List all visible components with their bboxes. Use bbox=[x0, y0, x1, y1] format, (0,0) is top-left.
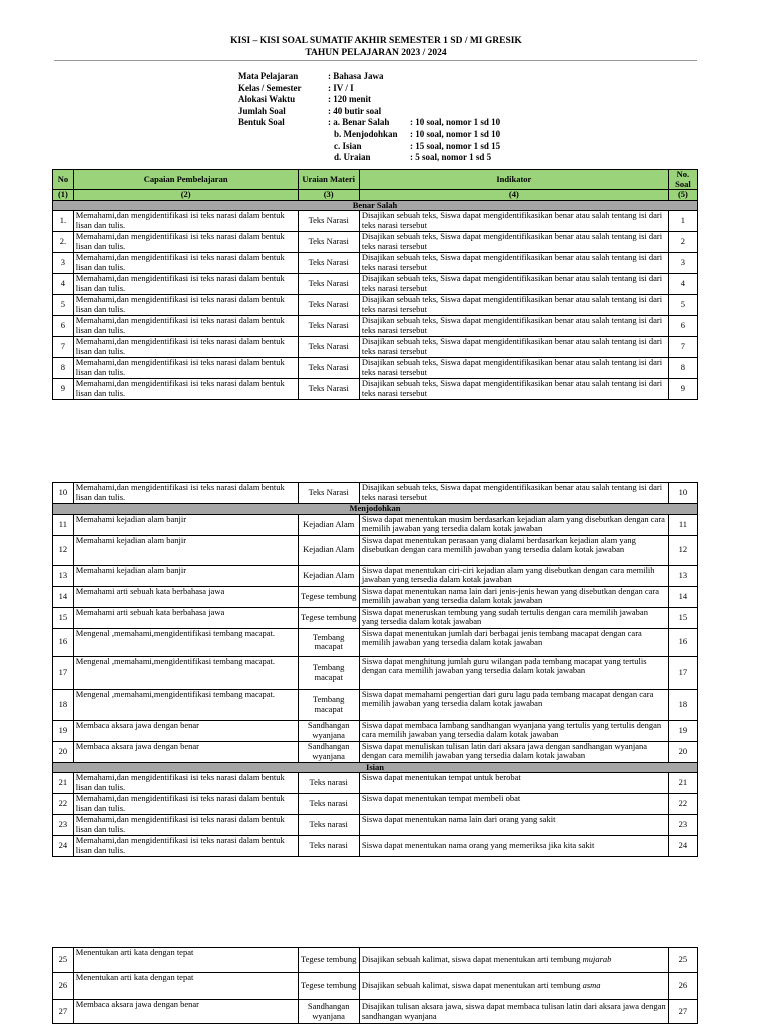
indikator-cell: Disajikan sebuah teks, Siswa dapat mengidentifikasikan benar atau salah tentang isi dari teks narasi tersebut bbox=[359, 295, 668, 316]
meta-value: c. Isian bbox=[334, 140, 362, 151]
table-row bbox=[53, 689, 698, 720]
indikator-cell: Siswa dapat menentukan nama lain dari jenis-jenis hewan yang disebutkan dengan cara memilih jawaban yang tersedia dalam kotak jawaban bbox=[359, 586, 668, 607]
row-number: 18 bbox=[53, 689, 74, 720]
indikator-emphasis: mujarab bbox=[582, 954, 612, 965]
no-soal-cell: 2 bbox=[668, 232, 697, 253]
meta-value: : Bahasa Jawa bbox=[328, 71, 384, 81]
row-number: 9 bbox=[53, 379, 74, 400]
indikator-text: Disajikan sebuah kalimat, siswa dapat menentukan arti tembung bbox=[361, 954, 583, 965]
row-number: 20 bbox=[53, 741, 74, 762]
uraian-cell: Tegese tembung bbox=[298, 586, 359, 607]
indikator-cell: Siswa dapat menentukan jumlah dari berbagai jenis tembang macapat dengan cara memilih jawaban yang tersedia dalam kotak jawaban bbox=[359, 628, 668, 656]
indikator-cell: Siswa dapat menghitung jumlah guru wilangan pada tembang macapat yang tertulis dengan cara memilih jawaban yang tersedia dalam kotak jawaban bbox=[359, 656, 668, 689]
capaian-cell: Memahami kejadian alam banjir bbox=[73, 565, 298, 586]
capaian-cell: Memahami,dan mengidentifikasi isi teks narasi dalam bentuk lisan dan tulis. bbox=[73, 773, 298, 794]
indikator-cell: Disajikan sebuah teks, Siswa dapat mengidentifikasikan benar atau salah tentang isi dari teks narasi tersebut bbox=[359, 211, 668, 232]
table-row bbox=[53, 656, 698, 689]
kisi-table-page1 bbox=[52, 169, 698, 400]
indikator-cell: Siswa dapat menentukan nama orang yang memeriksa jika kita sakit bbox=[359, 836, 668, 857]
capaian-cell: Membaca aksara jawa dengan benar bbox=[73, 1000, 298, 1024]
uraian-cell: Tembang macapat bbox=[298, 689, 359, 720]
table-row bbox=[53, 628, 698, 656]
indikator-cell: Siswa dapat meneruskan tembung yang sudah tertulis dengan cara memilih jawaban yang tersedia dalam kotak jawaban bbox=[359, 607, 668, 628]
capaian-cell: Memahami,dan mengidentifikasi isi teks narasi dalam bentuk lisan dan tulis. bbox=[73, 836, 298, 857]
column-number: (1) bbox=[53, 190, 74, 201]
row-number: 22 bbox=[53, 794, 74, 815]
uraian-cell: Teks Narasi bbox=[298, 337, 359, 358]
indikator-cell: Siswa dapat menuliskan tulisan latin dari aksara jawa dengan sandhangan wyanjana dengan cara memilih jawaban yang tersedia dalam kotak jawaban bbox=[359, 741, 668, 762]
indikator-cell: Disajikan sebuah teks, Siswa dapat mengidentifikasikan benar atau salah tentang isi dari teks narasi tersebut bbox=[359, 379, 668, 400]
indikator-cell: Disajikan sebuah teks, Siswa dapat mengidentifikasikan benar atau salah tentang isi dari teks narasi tersebut bbox=[359, 337, 668, 358]
row-number: 16 bbox=[53, 628, 74, 656]
no-soal-cell: 6 bbox=[668, 316, 697, 337]
indikator-cell: Siswa dapat menentukan nama lain dari orang yang sakit bbox=[359, 815, 668, 836]
no-soal-cell: 17 bbox=[668, 656, 697, 689]
row-number: 26 bbox=[53, 973, 74, 1000]
row-number: 24 bbox=[53, 836, 74, 857]
no-soal-cell: 27 bbox=[668, 1000, 697, 1024]
column-number: (2) bbox=[73, 190, 298, 201]
no-soal-cell: 13 bbox=[668, 565, 697, 586]
uraian-cell: Sandhangan wyanjana bbox=[298, 720, 359, 741]
meta-value: : a. Benar Salah bbox=[328, 117, 390, 128]
meta-label: Alokasi Waktu bbox=[238, 94, 296, 105]
section-title: Benar Salah bbox=[53, 200, 698, 211]
row-number: 8 bbox=[53, 358, 74, 379]
no-soal-cell: 11 bbox=[668, 514, 697, 535]
indikator-cell: Siswa dapat memahami pengertian dari guru lagu pada tembang macapat dengan cara memilih jawaban yang tersedia dalam kotak jawaban bbox=[359, 689, 668, 720]
uraian-cell: Tegese tembung bbox=[298, 973, 359, 1000]
table-row bbox=[53, 316, 698, 337]
column-number: (4) bbox=[359, 190, 668, 201]
section-row bbox=[53, 762, 698, 773]
header-capaian: Capaian Pembelajaran bbox=[73, 170, 298, 190]
no-soal-cell: 15 bbox=[668, 607, 697, 628]
column-number: (3) bbox=[298, 190, 359, 201]
uraian-cell: Teks Narasi bbox=[298, 232, 359, 253]
document-title: KISI – KISI SOAL SUMATIF AKHIR SEMESTER 1 SD / MI GRESIK bbox=[230, 36, 522, 46]
capaian-cell: Memahami arti sebuah kata berbahasa jawa bbox=[73, 586, 298, 607]
uraian-cell: Sandhangan wyanjana bbox=[298, 1000, 359, 1024]
header-no: No bbox=[53, 170, 74, 190]
row-number: 17 bbox=[53, 656, 74, 689]
uraian-cell: Tegese tembung bbox=[298, 607, 359, 628]
meta-label: Bentuk Soal bbox=[238, 117, 285, 128]
kisi-table-page3 bbox=[52, 947, 698, 1024]
uraian-cell: Teks Narasi bbox=[298, 211, 359, 232]
table-row bbox=[53, 815, 698, 836]
no-soal-cell: 5 bbox=[668, 295, 697, 316]
section-title: Isian bbox=[53, 762, 698, 773]
meta-value: : 120 menit bbox=[328, 94, 371, 105]
meta-detail: : 15 soal, nomor 1 sd 15 bbox=[410, 140, 501, 151]
uraian-cell: Teks Narasi bbox=[298, 379, 359, 400]
no-soal-cell: 23 bbox=[668, 815, 697, 836]
row-number: 4 bbox=[53, 274, 74, 295]
table-row bbox=[53, 794, 698, 815]
capaian-cell: Memahami kejadian alam banjir bbox=[73, 535, 298, 565]
indikator-emphasis: asma bbox=[582, 980, 601, 991]
table-row bbox=[53, 565, 698, 586]
no-soal-cell: 20 bbox=[668, 741, 697, 762]
capaian-cell: Mengenal ,memahami,mengidentifikasi tembang macapat. bbox=[73, 628, 298, 656]
table-row bbox=[53, 514, 698, 535]
table-row bbox=[53, 836, 698, 857]
capaian-cell: Memahami,dan mengidentifikasi isi teks narasi dalam bentuk lisan dan tulis. bbox=[73, 211, 298, 232]
indikator-cell: Siswa dapat menentukan perasaan yang dialami berdasarkan kejadian alam yang disebutkan dengan cara memilih jawaban yang tersedia dalam kotak jawaban bbox=[359, 535, 668, 565]
indikator-cell: Disajikan sebuah teks, Siswa dapat mengidentifikasikan benar atau salah tentang isi dari teks narasi tersebut bbox=[359, 358, 668, 379]
capaian-cell: Memahami,dan mengidentifikasi isi teks narasi dalam bentuk lisan dan tulis. bbox=[73, 815, 298, 836]
no-soal-cell: 8 bbox=[668, 358, 697, 379]
capaian-cell: Memahami,dan mengidentifikasi isi teks narasi dalam bentuk lisan dan tulis. bbox=[73, 794, 298, 815]
row-number: 21 bbox=[53, 773, 74, 794]
capaian-cell: Memahami,dan mengidentifikasi isi teks narasi dalam bentuk lisan dan tulis. bbox=[73, 253, 298, 274]
indikator-cell: Disajikan sebuah teks, Siswa dapat mengidentifikasikan benar atau salah tentang isi dari teks narasi tersebut bbox=[359, 483, 668, 504]
table-row bbox=[53, 1000, 698, 1024]
meta-label: Jumlah Soal bbox=[238, 105, 286, 116]
indikator-cell: Disajikan sebuah teks, Siswa dapat mengidentifikasikan benar atau salah tentang isi dari teks narasi tersebut bbox=[359, 274, 668, 295]
row-number: 19 bbox=[53, 720, 74, 741]
capaian-cell: Memahami kejadian alam banjir bbox=[73, 514, 298, 535]
uraian-cell: Tembang macapat bbox=[298, 628, 359, 656]
table-row bbox=[53, 337, 698, 358]
section-title: Menjodohkan bbox=[53, 504, 698, 515]
uraian-cell: Teks narasi bbox=[298, 815, 359, 836]
table-row bbox=[53, 274, 698, 295]
uraian-cell: Kejadian Alam bbox=[298, 535, 359, 565]
row-number: 25 bbox=[53, 948, 74, 973]
document-subtitle: TAHUN PELAJARAN 2023 / 2024 bbox=[305, 48, 447, 58]
capaian-cell: Memahami,dan mengidentifikasi isi teks narasi dalam bentuk lisan dan tulis. bbox=[73, 295, 298, 316]
table-row bbox=[53, 232, 698, 253]
capaian-cell: Mengenal ,memahami,mengidentifikasi tembang macapat. bbox=[73, 689, 298, 720]
meta-detail: : 5 soal, nomor 1 sd 5 bbox=[410, 152, 492, 163]
row-number: 14 bbox=[53, 586, 74, 607]
no-soal-cell: 18 bbox=[668, 689, 697, 720]
table-row bbox=[53, 483, 698, 504]
capaian-cell: Membaca aksara jawa dengan benar bbox=[73, 720, 298, 741]
meta-label: Kelas / Semester bbox=[238, 82, 302, 93]
row-number: 1. bbox=[53, 211, 74, 232]
table-row bbox=[53, 379, 698, 400]
no-soal-cell: 25 bbox=[668, 948, 697, 973]
uraian-cell: Teks Narasi bbox=[298, 274, 359, 295]
uraian-cell: Teks Narasi bbox=[298, 253, 359, 274]
capaian-cell: Menentukan arti kata dengan tepat bbox=[73, 948, 298, 973]
capaian-cell: Memahami,dan mengidentifikasi isi teks narasi dalam bentuk lisan dan tulis. bbox=[73, 379, 298, 400]
no-soal-cell: 1 bbox=[668, 211, 697, 232]
title-divider bbox=[54, 60, 697, 61]
uraian-cell: Kejadian Alam bbox=[298, 565, 359, 586]
meta-value: d. Uraian bbox=[334, 152, 371, 163]
table-row bbox=[53, 295, 698, 316]
capaian-cell: Memahami,dan mengidentifikasi isi teks narasi dalam bentuk lisan dan tulis. bbox=[73, 274, 298, 295]
capaian-cell: Membaca aksara jawa dengan benar bbox=[73, 741, 298, 762]
capaian-cell: Memahami,dan mengidentifikasi isi teks narasi dalam bentuk lisan dan tulis. bbox=[73, 483, 298, 504]
table-row bbox=[53, 535, 698, 565]
indikator-cell: Disajikan sebuah teks, Siswa dapat mengidentifikasikan benar atau salah tentang isi dari teks narasi tersebut bbox=[359, 253, 668, 274]
indikator-cell: Disajikan tulisan aksara jawa, siswa dapat membaca tulisan latin dari aksara jawa dengan sandhangan wyanjana bbox=[359, 1000, 668, 1024]
header-uraian: Uraian Materi bbox=[298, 170, 359, 190]
column-number: (5) bbox=[668, 190, 697, 201]
section-row bbox=[53, 504, 698, 515]
header-indikator: Indikator bbox=[359, 170, 668, 190]
capaian-cell: Memahami,dan mengidentifikasi isi teks narasi dalam bentuk lisan dan tulis. bbox=[73, 316, 298, 337]
row-number: 2. bbox=[53, 232, 74, 253]
no-soal-cell: 4 bbox=[668, 274, 697, 295]
uraian-cell: Kejadian Alam bbox=[298, 514, 359, 535]
row-number: 3 bbox=[53, 253, 74, 274]
row-number: 5 bbox=[53, 295, 74, 316]
capaian-cell: Menentukan arti kata dengan tepat bbox=[73, 973, 298, 1000]
meta-value: : 40 butir soal bbox=[328, 105, 382, 116]
indikator-cell: Siswa dapat menentukan musim berdasarkan kejadian alam yang disebutkan dengan cara memilih jawaban yang tersedia dalam kotak jawaban bbox=[359, 514, 668, 535]
uraian-cell: Teks Narasi bbox=[298, 316, 359, 337]
meta-value: : IV / I bbox=[328, 82, 354, 93]
no-soal-cell: 22 bbox=[668, 794, 697, 815]
uraian-cell: Tegese tembung bbox=[298, 948, 359, 973]
indikator-cell: Siswa dapat membaca lambang sandhangan wyanjana yang tertulis yang tertulis dengan cara memilih jawaban yang tersedia dalam kotak jawaban bbox=[359, 720, 668, 741]
row-number: 6 bbox=[53, 316, 74, 337]
row-number: 10 bbox=[53, 483, 74, 504]
no-soal-cell: 16 bbox=[668, 628, 697, 656]
meta-label: Mata Pelajaran bbox=[238, 71, 299, 81]
no-soal-cell: 26 bbox=[668, 973, 697, 1000]
uraian-cell: Teks Narasi bbox=[298, 358, 359, 379]
meta-detail: : 10 soal, nomor 1 sd 10 bbox=[410, 128, 501, 139]
table-row bbox=[53, 607, 698, 628]
table-header-row bbox=[53, 170, 698, 190]
table-row bbox=[53, 211, 698, 232]
table-row bbox=[53, 720, 698, 741]
table-row bbox=[53, 253, 698, 274]
uraian-cell: Teks Narasi bbox=[298, 295, 359, 316]
meta-value: b. Menjodohkan bbox=[334, 128, 398, 139]
table-row bbox=[53, 948, 698, 973]
no-soal-cell: 24 bbox=[668, 836, 697, 857]
no-soal-cell: 9 bbox=[668, 379, 697, 400]
meta-detail: : 10 soal, nomor 1 sd 10 bbox=[410, 117, 501, 128]
no-soal-cell: 7 bbox=[668, 337, 697, 358]
uraian-cell: Teks narasi bbox=[298, 773, 359, 794]
no-soal-cell: 10 bbox=[668, 483, 697, 504]
no-soal-cell: 12 bbox=[668, 535, 697, 565]
indikator-cell: Disajikan sebuah teks, Siswa dapat mengidentifikasikan benar atau salah tentang isi dari teks narasi tersebut bbox=[359, 316, 668, 337]
table-row bbox=[53, 773, 698, 794]
row-number: 7 bbox=[53, 337, 74, 358]
column-number-row bbox=[53, 190, 698, 201]
capaian-cell: Memahami,dan mengidentifikasi isi teks narasi dalam bentuk lisan dan tulis. bbox=[73, 358, 298, 379]
indikator-cell: Siswa dapat menentukan tempat membeli obat bbox=[359, 794, 668, 815]
no-soal-cell: 14 bbox=[668, 586, 697, 607]
no-soal-cell: 21 bbox=[668, 773, 697, 794]
uraian-cell: Teks narasi bbox=[298, 794, 359, 815]
table-row bbox=[53, 358, 698, 379]
row-number: 27 bbox=[53, 1000, 74, 1024]
indikator-cell: Siswa dapat menentukan ciri-ciri kejadian alam yang disebutkan dengan cara memilih jawaban yang tersedia dalam kotak jawaban bbox=[359, 565, 668, 586]
capaian-cell: Memahami,dan mengidentifikasi isi teks narasi dalam bentuk lisan dan tulis. bbox=[73, 232, 298, 253]
row-number: 15 bbox=[53, 607, 74, 628]
indikator-cell bbox=[359, 948, 668, 973]
no-soal-cell: 3 bbox=[668, 253, 697, 274]
no-soal-cell: 19 bbox=[668, 720, 697, 741]
kisi-table-page2 bbox=[52, 482, 698, 857]
row-number: 23 bbox=[53, 815, 74, 836]
indikator-cell bbox=[359, 973, 668, 1000]
capaian-cell: Memahami,dan mengidentifikasi isi teks narasi dalam bentuk lisan dan tulis. bbox=[73, 337, 298, 358]
row-number: 13 bbox=[53, 565, 74, 586]
table-row bbox=[53, 741, 698, 762]
row-number: 11 bbox=[53, 514, 74, 535]
capaian-cell: Memahami arti sebuah kata berbahasa jawa bbox=[73, 607, 298, 628]
table-row bbox=[53, 973, 698, 1000]
uraian-cell: Tembang macapat bbox=[298, 656, 359, 689]
uraian-cell: Teks narasi bbox=[298, 836, 359, 857]
uraian-cell: Sandhangan wyanjana bbox=[298, 741, 359, 762]
uraian-cell: Teks Narasi bbox=[298, 483, 359, 504]
indikator-cell: Siswa dapat menentukan tempat untuk berobat bbox=[359, 773, 668, 794]
section-row bbox=[53, 200, 698, 211]
capaian-cell: Mengenal ,memahami,mengidentifikasi tembang macapat. bbox=[73, 656, 298, 689]
indikator-text: Disajikan sebuah kalimat, siswa dapat menentukan arti tembung bbox=[361, 980, 583, 991]
table-row bbox=[53, 586, 698, 607]
row-number: 12 bbox=[53, 535, 74, 565]
indikator-cell: Disajikan sebuah teks, Siswa dapat mengidentifikasikan benar atau salah tentang isi dari teks narasi tersebut bbox=[359, 232, 668, 253]
header-no-soal: No. Soal bbox=[668, 170, 697, 190]
